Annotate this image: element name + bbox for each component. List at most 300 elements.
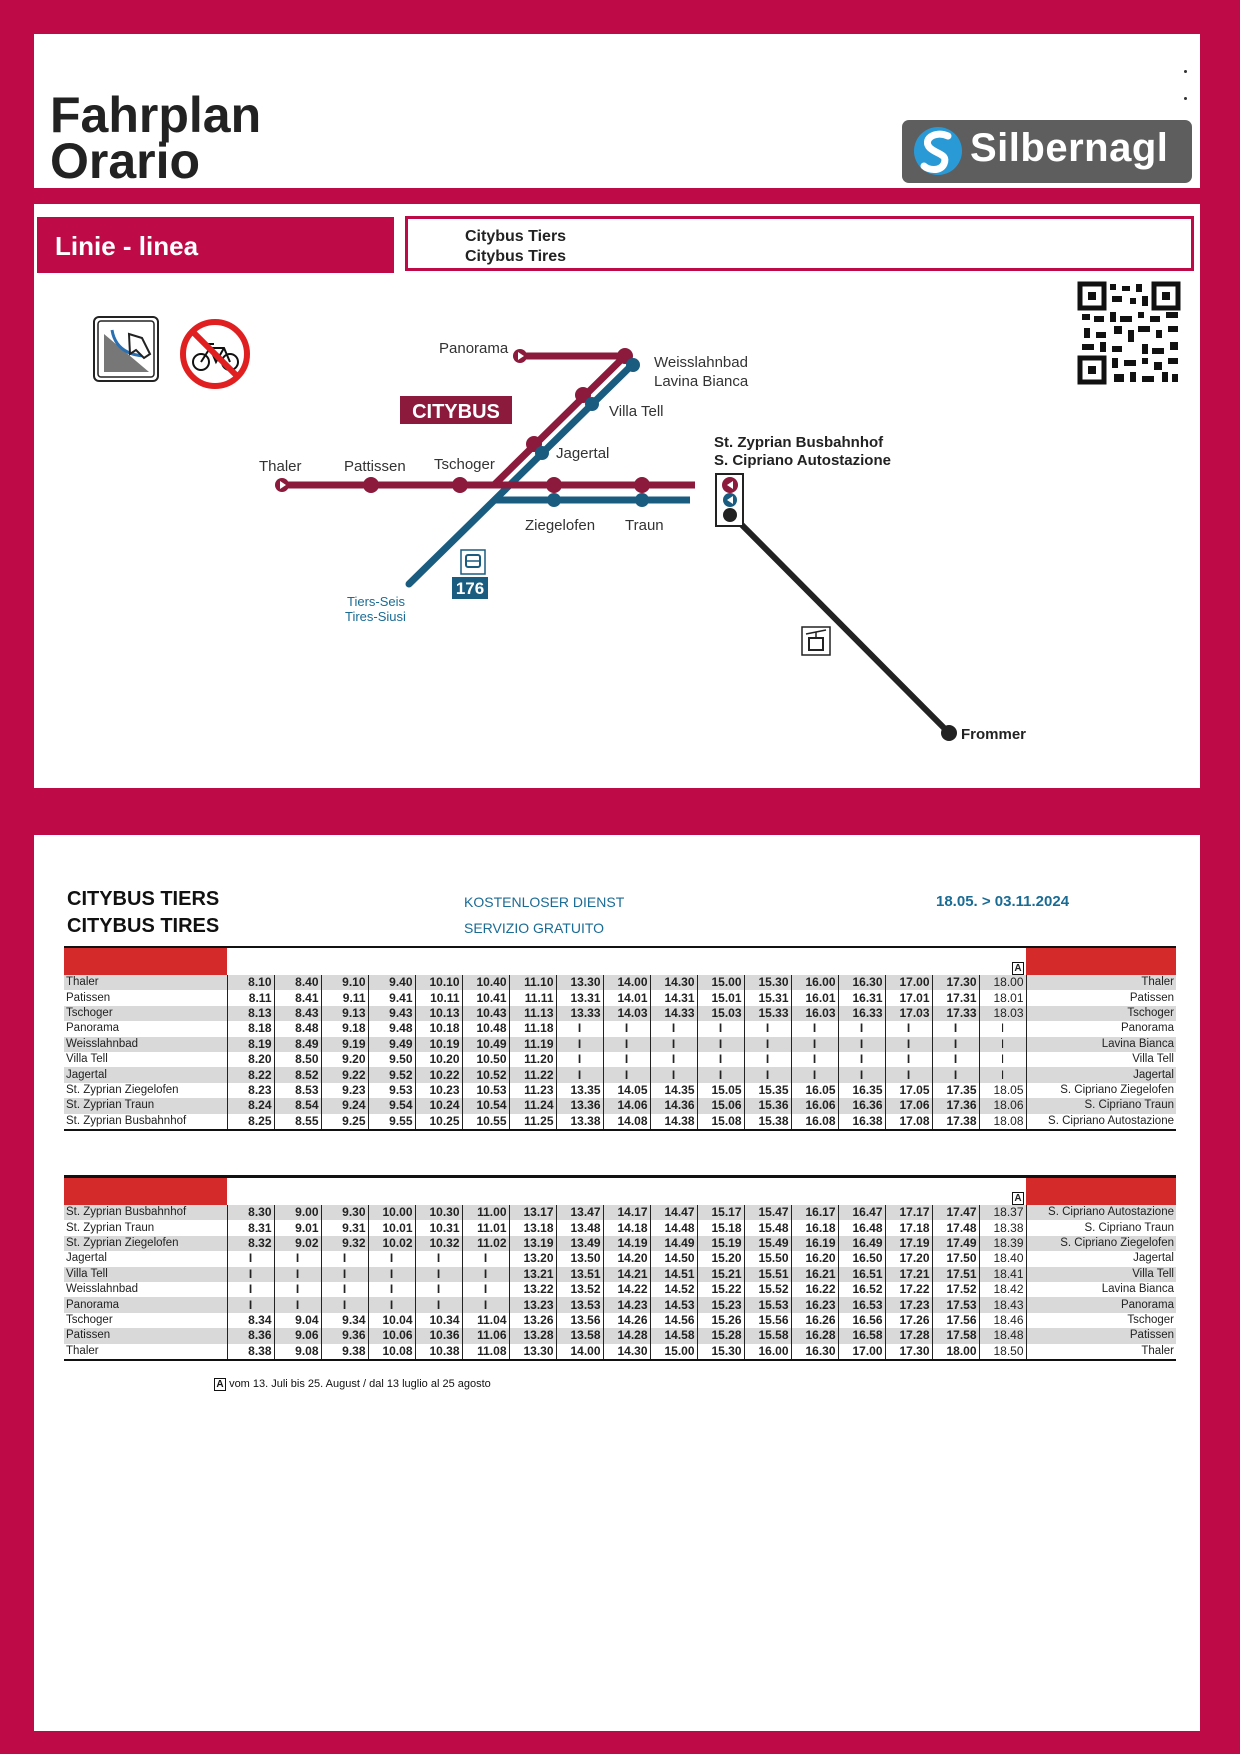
stop-name-italian: Lavina Bianca <box>1101 1283 1174 1296</box>
departure-time: 15.01 <box>697 990 744 1005</box>
decor-dot <box>1184 70 1187 73</box>
departure-time: 18.08 <box>979 1114 1026 1130</box>
departure-time: 8.10 <box>227 975 274 990</box>
departure-time: 9.20 <box>321 1052 368 1067</box>
logo-text: Silbernagl <box>970 126 1169 170</box>
departure-time: 8.36 <box>227 1328 274 1343</box>
line-label: Linie - linea <box>55 231 199 261</box>
line-name-italian: Citybus Tires <box>465 248 567 265</box>
departure-time: 14.28 <box>603 1328 650 1343</box>
label-busbahnhof-german: St. Zyprian Busbahnhof <box>714 434 884 451</box>
departure-time: 9.19 <box>321 1037 368 1052</box>
departure-time: I <box>227 1267 274 1282</box>
departure-time: 11.04 <box>462 1313 509 1328</box>
departure-time: 18.39 <box>979 1236 1026 1251</box>
departure-time: 8.22 <box>227 1067 274 1082</box>
timetable-row <box>64 1236 1176 1251</box>
departure-time: 8.34 <box>227 1313 274 1328</box>
departure-time: 10.10 <box>415 975 462 990</box>
departure-time: I <box>791 1052 838 1067</box>
departure-time: 9.49 <box>368 1037 415 1052</box>
departure-time: 16.30 <box>838 975 885 990</box>
departure-time: I <box>556 1021 603 1036</box>
departure-time: 11.23 <box>509 1083 556 1098</box>
departure-time: 11.01 <box>462 1220 509 1235</box>
timetable-row <box>64 1328 1176 1343</box>
departure-time: I <box>885 1052 932 1067</box>
bus-stop-icon <box>461 550 485 574</box>
departure-time: 9.48 <box>368 1021 415 1036</box>
departure-time: 14.47 <box>650 1205 697 1220</box>
departure-time: 15.23 <box>697 1297 744 1312</box>
departure-time: 9.34 <box>321 1313 368 1328</box>
departure-time: 9.31 <box>321 1220 368 1235</box>
departure-time: I <box>979 1052 1026 1067</box>
departure-time: 17.35 <box>932 1083 979 1098</box>
departure-time: 16.28 <box>791 1328 838 1343</box>
departure-time: 17.58 <box>932 1328 979 1343</box>
departure-time: I <box>274 1297 321 1312</box>
label-tires-siusi: Tires-Siusi <box>345 609 406 624</box>
departure-time: 18.00 <box>979 975 1026 990</box>
departure-time: I <box>932 1052 979 1067</box>
validity-date: 18.05. > 03.11.2024 <box>936 893 1070 910</box>
departure-time: 10.49 <box>462 1037 509 1052</box>
timetable-header-row <box>64 947 1176 975</box>
stop-name-german: Tschoger <box>64 1006 227 1021</box>
season-marker: A <box>1012 1192 1024 1205</box>
departure-time: 9.11 <box>321 990 368 1005</box>
timetable-row <box>64 1067 1176 1082</box>
departure-time: 9.53 <box>368 1083 415 1098</box>
departure-time: I <box>697 1021 744 1036</box>
route-map-panel <box>34 204 1200 788</box>
departure-time: 17.03 <box>885 1006 932 1021</box>
departure-time: 16.30 <box>791 1344 838 1360</box>
departure-time: 13.30 <box>556 975 603 990</box>
departure-time: 17.00 <box>838 1344 885 1360</box>
departure-time: I <box>368 1282 415 1297</box>
departure-time: 17.47 <box>932 1205 979 1220</box>
departure-time: 18.01 <box>979 990 1026 1005</box>
departure-time: I <box>415 1267 462 1282</box>
timetable-header-row <box>64 1177 1176 1206</box>
departure-time: 10.20 <box>415 1052 462 1067</box>
departure-time: I <box>744 1021 791 1036</box>
departure-time: 9.22 <box>321 1067 368 1082</box>
departure-time: 15.38 <box>744 1114 791 1130</box>
stop-name-italian: Lavina Bianca <box>1026 1037 1176 1052</box>
stop-name-italian: S. Cipriano Traun <box>1026 1098 1176 1113</box>
departure-time: I <box>274 1251 321 1266</box>
timetable-row <box>64 1021 1176 1036</box>
stop-name-italian: Thaler <box>1141 1344 1174 1357</box>
departure-time: 8.20 <box>227 1052 274 1067</box>
stop-frommer-dot <box>941 725 957 741</box>
departure-time: 9.32 <box>321 1236 368 1251</box>
departure-time: 13.17 <box>509 1205 556 1220</box>
stop-name-italian: S. Cipriano Traun <box>1084 1221 1174 1234</box>
departure-time: 14.38 <box>650 1114 697 1130</box>
departure-time: 10.54 <box>462 1098 509 1113</box>
departure-time: I <box>885 1067 932 1082</box>
departure-time: 16.01 <box>791 990 838 1005</box>
stop-name-german: Weisslahnbad <box>64 1037 227 1052</box>
departure-time: 10.19 <box>415 1037 462 1052</box>
departure-time: I <box>838 1067 885 1082</box>
departure-time: 14.18 <box>603 1220 650 1235</box>
departure-time: I <box>650 1067 697 1082</box>
departure-time: 9.36 <box>321 1328 368 1343</box>
stop-name-german: St. Zyprian Busbahnhof <box>66 1114 187 1127</box>
departure-time: 14.49 <box>650 1236 697 1251</box>
departure-time: 10.13 <box>415 1006 462 1021</box>
departure-time: I <box>885 1037 932 1052</box>
departure-time: 9.13 <box>321 1006 368 1021</box>
departure-time: 17.51 <box>932 1267 979 1282</box>
departure-time: 13.23 <box>509 1297 556 1312</box>
departure-time: 8.54 <box>274 1098 321 1113</box>
stop-name-italian: S. Cipriano Autostazione <box>1026 1205 1176 1220</box>
departure-time: 8.41 <box>274 990 321 1005</box>
departure-time: 13.51 <box>556 1267 603 1282</box>
outbound-timetable <box>64 946 1176 1131</box>
departure-time: 14.08 <box>603 1114 650 1130</box>
stop-name-german: Jagertal <box>64 1067 227 1082</box>
departure-time: 10.53 <box>462 1083 509 1098</box>
departure-time: 16.03 <box>791 1006 838 1021</box>
departure-time: 14.19 <box>603 1236 650 1251</box>
departure-time: I <box>932 1021 979 1036</box>
departure-time: 15.06 <box>697 1098 744 1113</box>
label-pattissen: Pattissen <box>344 458 406 475</box>
timetable-row <box>64 1344 1176 1360</box>
departure-time: 15.53 <box>744 1297 791 1312</box>
stop-name-german: Villa Tell <box>66 1053 108 1066</box>
departure-time: 10.48 <box>462 1021 509 1036</box>
departure-time: I <box>368 1267 415 1282</box>
title-german: Fahrplan <box>50 87 262 143</box>
departure-time: I <box>838 1021 885 1036</box>
departure-time: 14.21 <box>603 1267 650 1282</box>
departure-time: 18.50 <box>979 1344 1026 1360</box>
departure-time: 13.56 <box>556 1313 603 1328</box>
departure-time: 15.58 <box>744 1328 791 1343</box>
header-red-cell <box>1026 947 1176 975</box>
departure-time: 10.02 <box>368 1236 415 1251</box>
departure-time: 16.48 <box>838 1220 885 1235</box>
departure-time: I <box>368 1251 415 1266</box>
departure-time: 15.28 <box>697 1328 744 1343</box>
departure-time: I <box>274 1267 321 1282</box>
departure-time: 10.40 <box>462 975 509 990</box>
departure-time: 10.38 <box>415 1344 462 1360</box>
timetable-row <box>64 1006 1176 1021</box>
departure-time: 13.53 <box>556 1297 603 1312</box>
stop-name-german: Panorama <box>64 1297 227 1312</box>
departure-time: 16.26 <box>791 1313 838 1328</box>
departure-time: 8.32 <box>227 1236 274 1251</box>
departure-time: I <box>603 1037 650 1052</box>
stop-name-german: Tschoger <box>66 1313 113 1326</box>
departure-time: 9.08 <box>274 1344 321 1360</box>
stop-name-italian: Jagertal <box>1026 1067 1176 1082</box>
timetable-row <box>64 1282 1176 1297</box>
departure-time: 18.42 <box>979 1282 1026 1297</box>
departure-time: 16.06 <box>791 1098 838 1113</box>
departure-time: 14.33 <box>650 1006 697 1021</box>
departure-time: 15.30 <box>697 1344 744 1360</box>
stop-name-italian: Panorama <box>1026 1297 1176 1312</box>
departure-time: I <box>791 1067 838 1082</box>
departure-time: 17.52 <box>932 1282 979 1297</box>
departure-time: 14.30 <box>603 1344 650 1360</box>
departure-time: I <box>227 1282 274 1297</box>
stop-name-italian: Villa Tell <box>1026 1267 1176 1282</box>
label-thaler: Thaler <box>259 458 302 475</box>
departure-time: 9.18 <box>321 1021 368 1036</box>
label-jagertal: Jagertal <box>556 445 610 462</box>
timetable-title-italian: CITYBUS TIRES <box>67 915 220 937</box>
footnote <box>214 1378 491 1391</box>
departure-time: 14.51 <box>650 1267 697 1282</box>
departure-time: 13.30 <box>509 1344 556 1360</box>
departure-time: 11.20 <box>509 1052 556 1067</box>
departure-time: 17.49 <box>932 1236 979 1251</box>
departure-time: 16.38 <box>838 1114 885 1130</box>
departure-time: 16.00 <box>791 975 838 990</box>
departure-time: I <box>744 1037 791 1052</box>
departure-time: 9.24 <box>321 1098 368 1113</box>
departure-time: 13.52 <box>556 1282 603 1297</box>
timetable-row <box>64 1205 1176 1220</box>
departure-time: 17.48 <box>932 1220 979 1235</box>
departure-time: 16.56 <box>838 1313 885 1328</box>
departure-time: 13.50 <box>556 1251 603 1266</box>
departure-time: 10.36 <box>415 1328 462 1343</box>
departure-time: 16.18 <box>791 1220 838 1235</box>
departure-time: 13.35 <box>556 1083 603 1098</box>
departure-time: I <box>603 1052 650 1067</box>
departure-time: 11.25 <box>509 1114 556 1130</box>
departure-time: 15.31 <box>744 990 791 1005</box>
departure-time: 16.17 <box>791 1205 838 1220</box>
departure-time: 15.52 <box>744 1282 791 1297</box>
departure-time: I <box>556 1037 603 1052</box>
timetable-row <box>64 1251 1176 1266</box>
departure-time: I <box>979 1067 1026 1082</box>
departure-time: 8.23 <box>227 1083 274 1098</box>
stop-pattissen-dot <box>363 477 379 493</box>
departure-time: 15.18 <box>697 1220 744 1235</box>
departure-time: 9.01 <box>274 1220 321 1235</box>
departure-time: 14.03 <box>603 1006 650 1021</box>
departure-time: I <box>556 1067 603 1082</box>
departure-time: 15.00 <box>650 1344 697 1360</box>
departure-time: 10.32 <box>415 1236 462 1251</box>
departure-time: 17.22 <box>885 1282 932 1297</box>
departure-time: 14.01 <box>603 990 650 1005</box>
departure-time: 11.22 <box>509 1067 556 1082</box>
departure-time: 9.54 <box>368 1098 415 1113</box>
departure-time: I <box>462 1282 509 1297</box>
departure-time: I <box>791 1021 838 1036</box>
departure-time: 17.36 <box>932 1098 979 1113</box>
departure-time: 11.18 <box>509 1021 556 1036</box>
departure-time: 16.05 <box>791 1083 838 1098</box>
departure-time: 15.49 <box>744 1236 791 1251</box>
stop-name-german: Panorama <box>66 1022 120 1035</box>
stop-name-german: St. Zyprian Traun <box>64 1098 227 1113</box>
departure-time: 9.25 <box>321 1114 368 1130</box>
departure-time: 16.58 <box>838 1328 885 1343</box>
departure-time: 18.06 <box>979 1098 1026 1113</box>
departure-time: 9.50 <box>368 1052 415 1067</box>
departure-time: 11.02 <box>462 1236 509 1251</box>
departure-time: I <box>697 1067 744 1082</box>
footnote-text: vom 13. Juli bis 25. August / dal 13 luglio al 25 agosto <box>229 1378 491 1390</box>
departure-time: 16.35 <box>838 1083 885 1098</box>
departure-time: 10.24 <box>415 1098 462 1113</box>
departure-time: 13.49 <box>556 1236 603 1251</box>
label-tiers-seis: Tiers-Seis <box>347 594 406 609</box>
departure-time: 10.23 <box>415 1083 462 1098</box>
departure-time: 13.31 <box>556 990 603 1005</box>
departure-time: 17.08 <box>885 1114 932 1130</box>
stop-name-german: St. Zyprian Busbahnhof <box>64 1205 227 1220</box>
departure-time: 9.38 <box>321 1344 368 1360</box>
departure-time: I <box>321 1267 368 1282</box>
departure-time: 10.06 <box>368 1328 415 1343</box>
departure-time: 13.18 <box>509 1220 556 1235</box>
inbound-timetable <box>64 1175 1176 1361</box>
no-bicycle-icon <box>183 322 247 386</box>
stop-name-german: Villa Tell <box>64 1267 227 1282</box>
citybus-badge-text: CITYBUS <box>412 401 500 423</box>
label-weisslahnbad: Weisslahnbad <box>654 354 748 371</box>
timetable-row <box>64 1220 1176 1235</box>
departure-time: I <box>650 1052 697 1067</box>
stop-name-german: St. Zyprian Ziegelofen <box>66 1083 179 1096</box>
departure-time: I <box>321 1251 368 1266</box>
departure-time: 8.11 <box>227 990 274 1005</box>
departure-time: 15.36 <box>744 1098 791 1113</box>
stop-name-italian: Thaler <box>1026 975 1176 990</box>
departure-time: 10.00 <box>368 1205 415 1220</box>
departure-time: 17.38 <box>932 1114 979 1130</box>
header-red-cell <box>1026 1177 1176 1206</box>
departure-time: I <box>462 1267 509 1282</box>
timetable-row <box>64 1114 1176 1130</box>
departure-time: 10.41 <box>462 990 509 1005</box>
header-red-cell <box>64 1177 227 1206</box>
departure-time: 16.31 <box>838 990 885 1005</box>
departure-time: 11.00 <box>462 1205 509 1220</box>
qr-code-icon <box>1079 283 1179 383</box>
departure-time: I <box>556 1052 603 1067</box>
stop-name-italian: Patissen <box>1129 991 1174 1004</box>
bus-176-number: 176 <box>455 579 485 598</box>
departure-time: I <box>603 1067 650 1082</box>
departure-time: 16.00 <box>744 1344 791 1360</box>
departure-time: 8.49 <box>274 1037 321 1052</box>
departure-time: 17.31 <box>932 990 979 1005</box>
stop-name-german: St. Zyprian Ziegelofen <box>64 1236 227 1251</box>
departure-time: 13.33 <box>556 1006 603 1021</box>
departure-time: 9.30 <box>321 1205 368 1220</box>
departure-time: 9.40 <box>368 975 415 990</box>
departure-time: I <box>885 1021 932 1036</box>
departure-time: 15.48 <box>744 1220 791 1235</box>
free-service-german: KOSTENLOSER DIENST <box>464 894 625 910</box>
departure-time: 17.50 <box>932 1251 979 1266</box>
departure-time: 18.40 <box>979 1251 1026 1266</box>
title-italian: Orario <box>50 133 201 189</box>
departure-time: 15.00 <box>697 975 744 990</box>
departure-time: I <box>415 1297 462 1312</box>
timetable-row <box>64 975 1176 990</box>
departure-time: 17.26 <box>885 1313 932 1328</box>
departure-time: 14.20 <box>603 1251 650 1266</box>
departure-time: I <box>321 1282 368 1297</box>
timetable-title-german: CITYBUS TIERS <box>67 888 220 910</box>
line-name-german: Citybus Tiers <box>465 228 567 245</box>
departure-time: 8.31 <box>227 1220 274 1235</box>
departure-time: 9.55 <box>368 1114 415 1130</box>
stop-name-italian: S. Cipriano Ziegelofen <box>1060 1083 1174 1096</box>
departure-time: 10.34 <box>415 1313 462 1328</box>
departure-time: 14.05 <box>603 1083 650 1098</box>
departure-time: 14.50 <box>650 1251 697 1266</box>
logo-swirl-icon <box>908 120 968 183</box>
route-map <box>34 204 1200 788</box>
departure-time: 9.02 <box>274 1236 321 1251</box>
departure-time: I <box>932 1067 979 1082</box>
stop-name-german: St. Zyprian Traun <box>66 1221 155 1234</box>
departure-time: 16.47 <box>838 1205 885 1220</box>
cable-car-icon <box>802 627 830 655</box>
departure-time: 8.48 <box>274 1021 321 1036</box>
departure-time: 10.50 <box>462 1052 509 1067</box>
departure-time: 15.17 <box>697 1205 744 1220</box>
departure-time: 9.06 <box>274 1328 321 1343</box>
stop-tschoger-dot <box>452 477 468 493</box>
stop-name-german: Thaler <box>64 975 227 990</box>
departure-time: 17.17 <box>885 1205 932 1220</box>
departure-time: 11.10 <box>509 975 556 990</box>
departure-time: 15.56 <box>744 1313 791 1328</box>
departure-time: 11.11 <box>509 990 556 1005</box>
footnote-marker: A <box>214 1378 226 1391</box>
departure-time: 9.52 <box>368 1067 415 1082</box>
label-frommer: Frommer <box>961 726 1027 743</box>
departure-time: 14.35 <box>650 1083 697 1098</box>
departure-time: 14.00 <box>603 975 650 990</box>
departure-time: 15.21 <box>697 1267 744 1282</box>
departure-time: I <box>415 1282 462 1297</box>
departure-time: 15.20 <box>697 1251 744 1266</box>
departure-time: 16.22 <box>791 1282 838 1297</box>
departure-time: I <box>979 1021 1026 1036</box>
departure-time: 16.36 <box>838 1098 885 1113</box>
departure-time: 11.24 <box>509 1098 556 1113</box>
departure-time: 8.53 <box>274 1083 321 1098</box>
stop-name-german: Weisslahnbad <box>66 1283 139 1296</box>
departure-time: 16.21 <box>791 1267 838 1282</box>
departure-time: 18.03 <box>979 1006 1026 1021</box>
departure-time: 17.28 <box>885 1328 932 1343</box>
departure-time: 14.30 <box>650 975 697 990</box>
